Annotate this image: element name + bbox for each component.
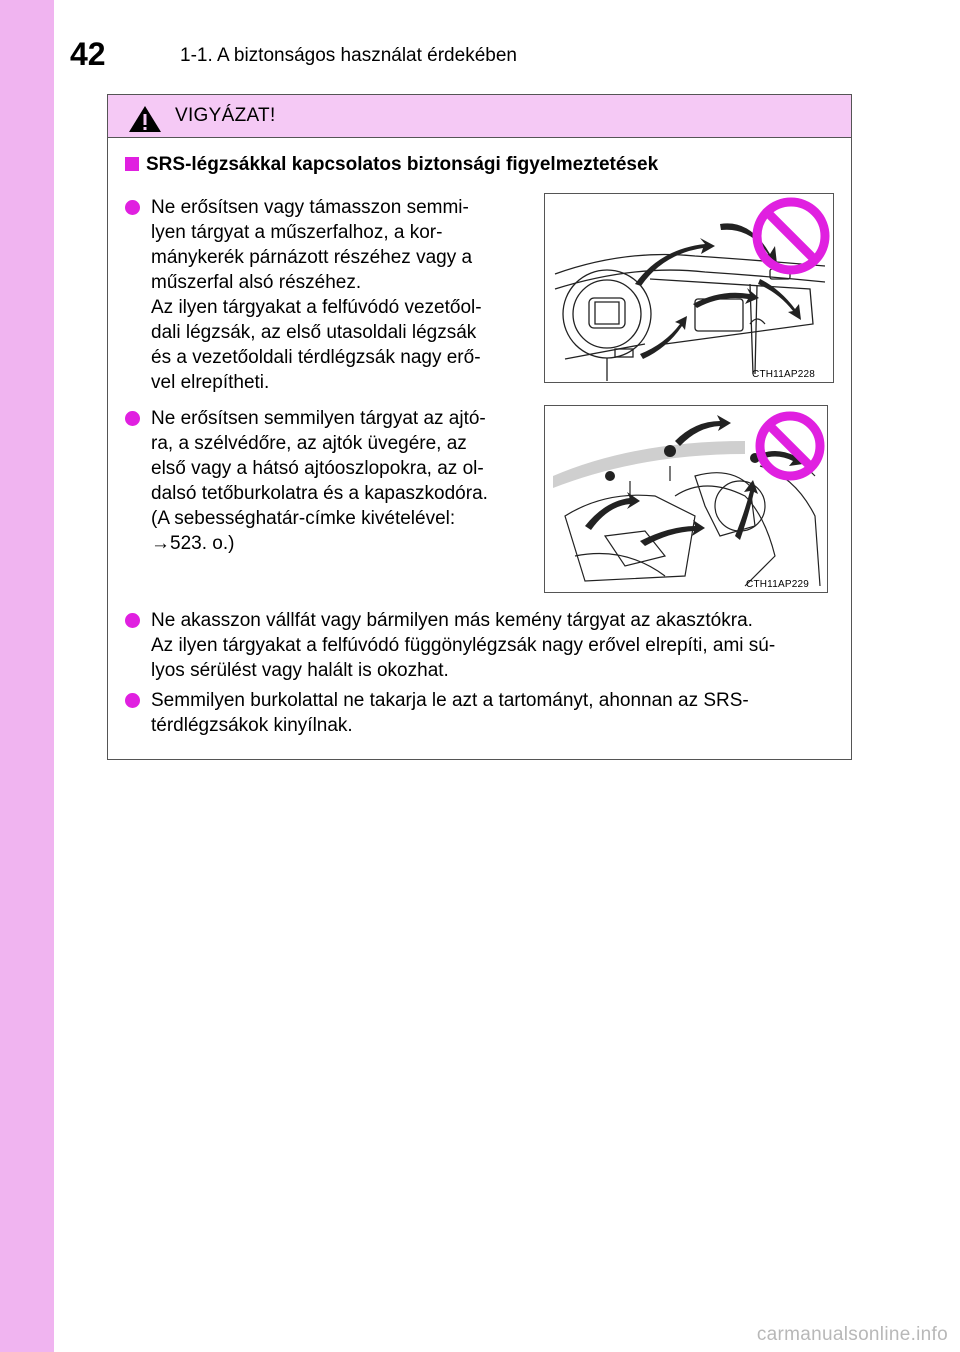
caution-box — [107, 94, 852, 760]
caution-item-text: Semmilyen burkolattal ne takarja le azt a tartományt, ahonnan az SRS- térdlégzsákok kinyílnak. — [151, 690, 749, 736]
dashboard-illustration — [545, 194, 832, 381]
figure-code: CTH11AP228 — [752, 369, 815, 380]
caution-item — [125, 406, 521, 556]
page-number: 42 — [70, 36, 106, 72]
prohibition-icon — [760, 416, 820, 476]
section-title: 1-1. A biztonságos használat érdekében — [180, 45, 517, 66]
bullet-dot-icon — [125, 693, 140, 708]
prohibition-icon — [757, 202, 825, 270]
caution-item-text: Ne akasszon vállfát vagy bármilyen más kemény tárgyat az akasztókra. Az ilyen tárgyakat a felfúvódó függönylégzsák nagy erővel elrepíti, ami sú- lyos sérülést vagy halált is okozhat. — [151, 610, 776, 681]
caution-label: VIGYÁZAT! — [175, 105, 276, 126]
watermark: carmanualsonline.info — [756, 1324, 948, 1345]
bullet-dot-icon — [125, 200, 140, 215]
caution-item — [125, 608, 843, 683]
caution-item — [125, 688, 843, 738]
figure-code: CTH11AP229 — [746, 579, 809, 590]
caution-header — [108, 95, 851, 138]
figure-interior — [544, 405, 828, 593]
bullet-dot-icon — [125, 613, 140, 628]
caution-subheading: SRS-légzsákkal kapcsolatos biztonsági figyelmeztetések — [125, 153, 658, 177]
figure-dashboard — [544, 193, 834, 383]
caution-item-text: Ne erősítsen vagy támasszon semmi- lyen tárgyat a műszerfalhoz, a kor- mánykerék párnázott részéhez vagy a műszerfal alsó részéhez. Az ilyen tárgyakat a felfúvódó vezetőol- dali légzsák, az első utasoldali légzsák és a vezetőoldali térdlégzsák nagy erő- vel elrepítheti. — [151, 197, 482, 393]
caution-item-text: Ne erősítsen semmilyen tárgyat az ajtó- ra, a szélvédőre, az ajtók üvegére, az első vagy a hátsó ajtóoszlopokra, az ol- dalsó tetőburkolatra és a kapaszkodóra. (A sebességhatár-címke kivételével: →523. o.) — [151, 408, 488, 554]
square-bullet-icon — [125, 157, 139, 171]
caution-item — [125, 195, 521, 395]
warning-triangle-icon — [128, 105, 162, 133]
page-side-band — [0, 0, 54, 1352]
bullet-dot-icon — [125, 411, 140, 426]
interior-illustration — [545, 406, 826, 591]
